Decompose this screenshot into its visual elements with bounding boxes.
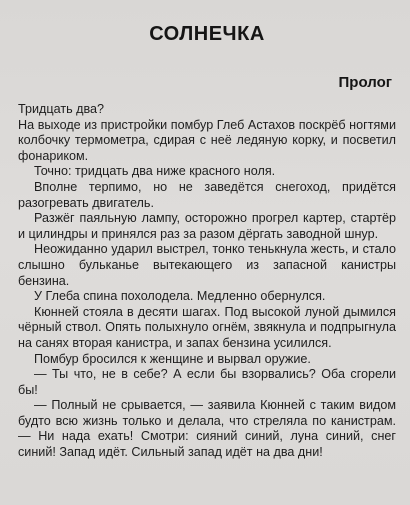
paragraph: — Полный не срывается, — заявила Кюнней с таким видом будто всю жизнь только и делала, что стреляла по канистрам. — Ни нада ехать! Смотри: сияний синий, луна синий, снег синий! Запад идёт. Сильный запад идёт на два дни!	[18, 398, 396, 460]
paragraph: Вполне терпимо, но не заведётся снегоход, придётся разогревать двигатель.	[18, 179, 396, 210]
paragraph: Помбур бросился к женщине и вырвал оружие.	[34, 351, 311, 366]
body-text	[18, 102, 396, 461]
paragraph: Тридцать два?	[18, 102, 105, 116]
paragraph: Кюнней стояла в десяти шагах. Под высокой луной дымился чёрный ствол. Опять полыхнуло огнём, звякнула и подпрыгнула на санях вторая канистра, и запах бензина усилился.	[18, 304, 396, 350]
paragraph: На выходе из пристройки помбур Глеб Астахов поскрёб ногтями колбочку термометра, сдирая с неё ледяную корку, и посветил фонариком.	[18, 117, 396, 163]
section-title: Пролог	[338, 74, 392, 91]
paragraph: У Глеба спина похолодела. Медленно обернулся.	[34, 289, 326, 304]
paragraph: — Ты что, не в себе? А если бы взорвались? Оба сгорели бы!	[18, 367, 396, 397]
paragraph: Разжёг паяльную лампу, осторожно прогрел картер, стартёр и цилиндры и принялся раз за разом дёргать заводной шнур.	[18, 211, 396, 241]
paragraph: Точно: тридцать два ниже красного ноля.	[34, 164, 276, 179]
paragraph: Неожиданно ударил выстрел, тонко тенькнула жесть, и стало слышно бульканье вытекающего из запасной канистры бензина.	[18, 242, 396, 288]
chapter-title: СОЛНЕЧКА	[149, 23, 265, 45]
